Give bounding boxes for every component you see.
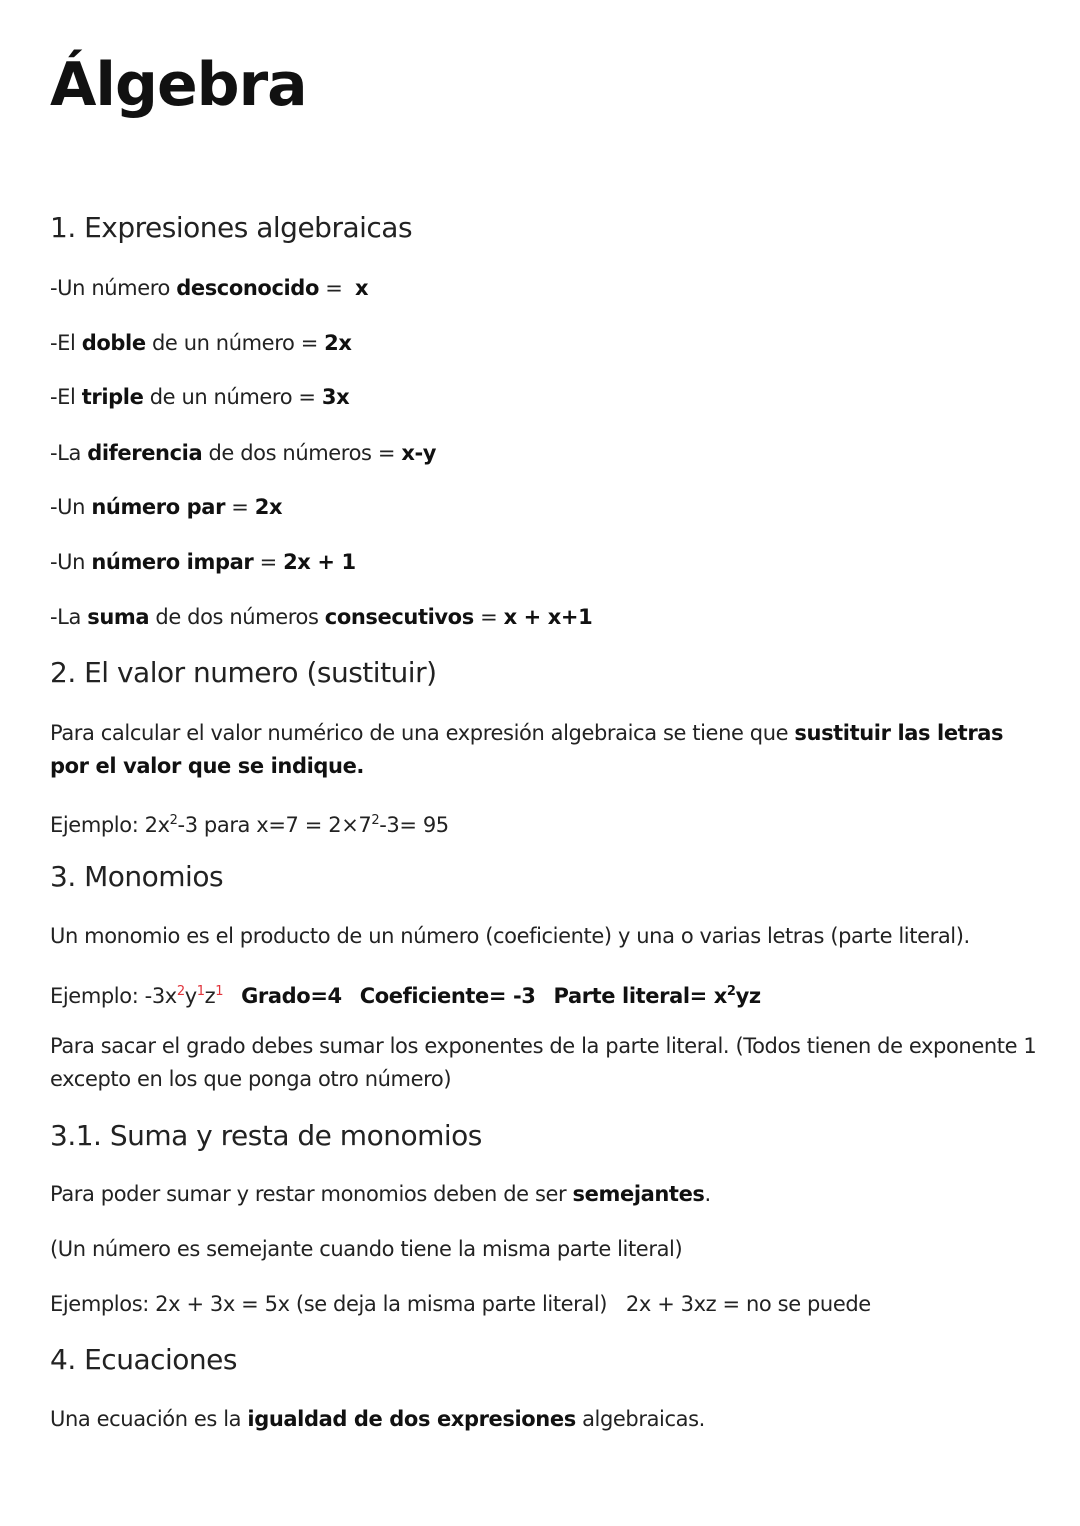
paragraph-suma-examples: Ejemplos: 2x + 3x = 5x (se deja la misma parte literal) 2x + 3xz = no se puede bbox=[50, 1292, 871, 1316]
list-item: -Un número par = 2x bbox=[50, 495, 283, 519]
section-heading-monomios: 3. Monomios bbox=[50, 860, 224, 893]
paragraph-ecuacion-definition: Una ecuación es la igualdad de dos expresiones algebraicas. bbox=[50, 1407, 705, 1431]
example-monomio: Ejemplo: $-3x^2y^1z^1$ Grado=4 Coeficiente= -3 Parte literal= $x^2yz$ bbox=[50, 984, 761, 1008]
document-title: Álgebra bbox=[50, 50, 307, 120]
list-item: -Un número impar = 2x + 1 bbox=[50, 550, 356, 574]
section-heading-valor-numerico: 2. El valor numero (sustituir) bbox=[50, 656, 437, 689]
paragraph-monomio-definition: Un monomio es el producto de un número (coeficiente) y una o varias letras (parte literal). bbox=[50, 924, 970, 948]
coeficiente-label: Coeficiente= -3 bbox=[359, 984, 536, 1008]
parte-literal-label: Parte literal= $x^2yz$ bbox=[553, 984, 761, 1008]
list-item: -Un número desconocido = x bbox=[50, 276, 369, 300]
section-heading-ecuaciones: 4. Ecuaciones bbox=[50, 1343, 237, 1376]
list-item: -La suma de dos números consecutivos = x + x+1 bbox=[50, 605, 593, 629]
paragraph-semejante-note: (Un número es semejante cuando tiene la misma parte literal) bbox=[50, 1237, 683, 1261]
paragraph-semejantes: Para poder sumar y restar monomios deben de ser semejantes. bbox=[50, 1182, 711, 1206]
list-item: -El doble de un número = 2x bbox=[50, 331, 352, 355]
list-item: -La diferencia de dos números = x-y bbox=[50, 441, 437, 465]
section-heading-suma-resta: 3.1. Suma y resta de monomios bbox=[50, 1119, 482, 1152]
section-heading-expresiones: 1. Expresiones algebraicas bbox=[50, 211, 413, 244]
paragraph-grado-note: Para sacar el grado debes sumar los exponentes de la parte literal. (Todos tienen de exponente 1 excepto en los que ponga otro número) bbox=[50, 1034, 1037, 1091]
example-valor-numerico: Ejemplo: $2x^2-3$ para $x=7 = 2\times 7^2-3= 95$ bbox=[50, 813, 449, 837]
list-item: -El triple de un número = 3x bbox=[50, 385, 350, 409]
paragraph-valor-numerico: Para calcular el valor numérico de una expresión algebraica se tiene que sustituir las letras por el valor que se indique. bbox=[50, 721, 1004, 778]
grado-label: Grado=4 bbox=[241, 984, 342, 1008]
